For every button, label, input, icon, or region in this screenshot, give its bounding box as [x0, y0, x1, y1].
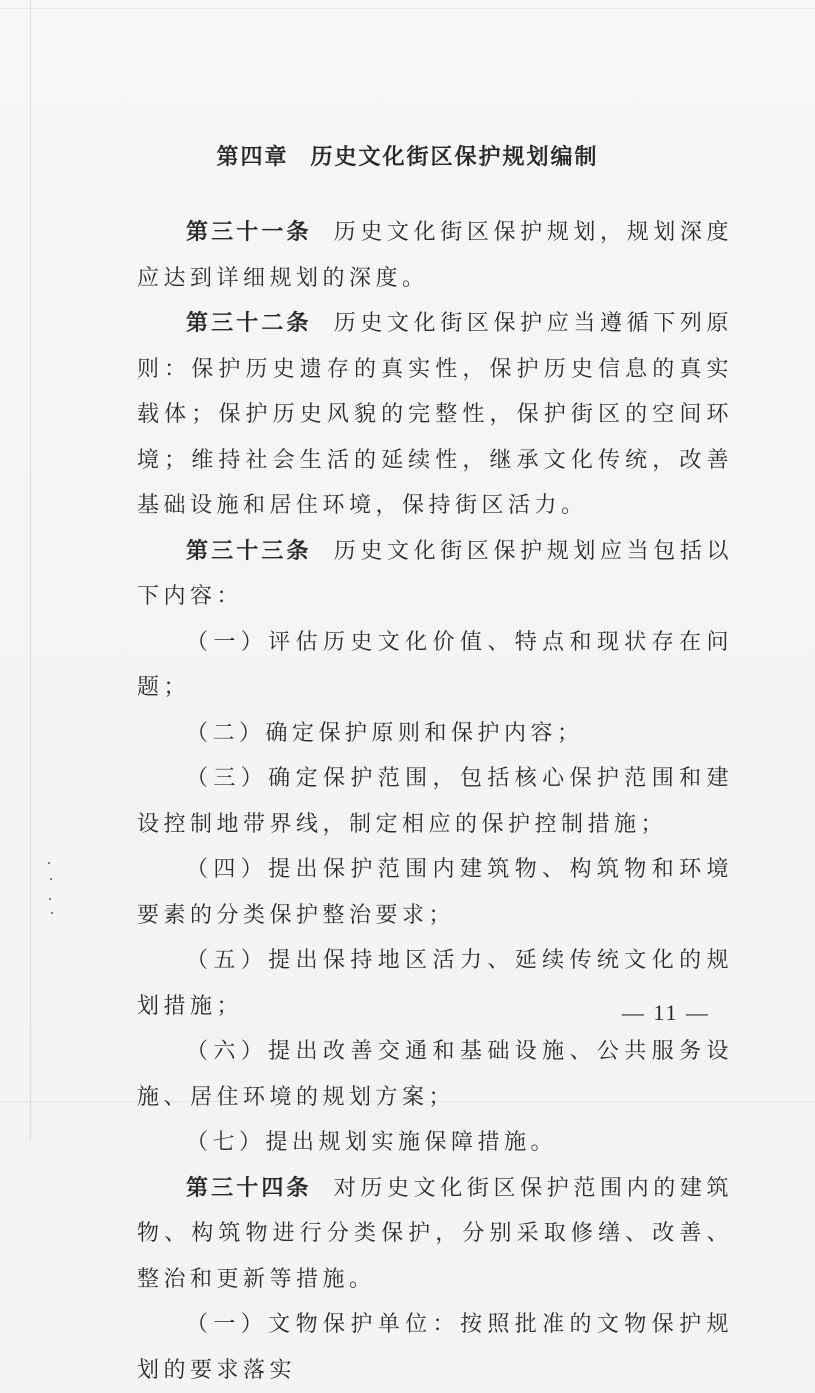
list-item [137, 756, 733, 847]
article-number: 第三十四条 [186, 1175, 312, 1201]
paragraph-text: 历史文化街区保护规划应当包括以下内容： [137, 538, 733, 609]
paragraph-text: （七）提出规划实施保障措施。 [186, 1130, 558, 1155]
article-paragraph [137, 1166, 733, 1303]
list-item [137, 711, 733, 757]
article-paragraph [137, 301, 733, 529]
paragraph-text: （一）文物保护单位：按照批准的文物保护规划的要求落实 [137, 1312, 733, 1383]
chapter-title [0, 140, 815, 171]
list-item [137, 620, 733, 711]
article-paragraph [137, 210, 733, 301]
document-body [137, 210, 733, 1393]
paragraph-text: （三）确定保护范围，包括核心保护范围和建设控制地带界线，制定相应的保护控制措施； [137, 766, 733, 837]
list-item [137, 1120, 733, 1166]
paragraph-text: （四）提出保护范围内建筑物、构筑物和环境要素的分类保护整治要求； [137, 857, 733, 928]
article-paragraph [137, 529, 733, 620]
paragraph-text: 历史文化街区保护规划，规划深度应达到详细规划的深度。 [137, 220, 733, 291]
paragraph-text: （一）评估历史文化价值、特点和现状存在问题； [137, 629, 733, 700]
chapter-name: 历史文化街区保护规划编制 [310, 145, 599, 170]
page-number: — 11 — [621, 1000, 710, 1025]
paragraph-text: （二）确定保护原则和保护内容； [186, 720, 584, 746]
paragraph-text: （六）提出改善交通和基础设施、公共服务设施、居住环境的规划方案； [137, 1039, 733, 1110]
chapter-number: 第四章 [216, 145, 289, 170]
article-number: 第三十二条 [186, 311, 312, 336]
scan-edge-left [30, 0, 31, 1142]
list-item [137, 1302, 733, 1393]
list-item [137, 847, 733, 938]
article-number: 第三十三条 [186, 538, 312, 564]
scan-edge-top [0, 8, 815, 9]
article-number: 第三十一条 [186, 220, 312, 245]
paragraph-text: （五）提出保持地区活力、延续传统文化的规划措施； [137, 948, 733, 1019]
paragraph-text: 对历史文化街区保护范围内的建筑物、构筑物进行分类保护，分别采取修缮、改善、整治和更新等措施。 [137, 1175, 733, 1292]
list-item [137, 1029, 733, 1120]
paragraph-text: 历史文化街区保护应当遵循下列原则：保护历史遗存的真实性，保护历史信息的真实载体；保护历史风貌的完整性，保护街区的空间环境；维持社会生活的延续性，继承文化传统，改善基础设施和居住环境，保持街区活力。 [137, 311, 733, 518]
